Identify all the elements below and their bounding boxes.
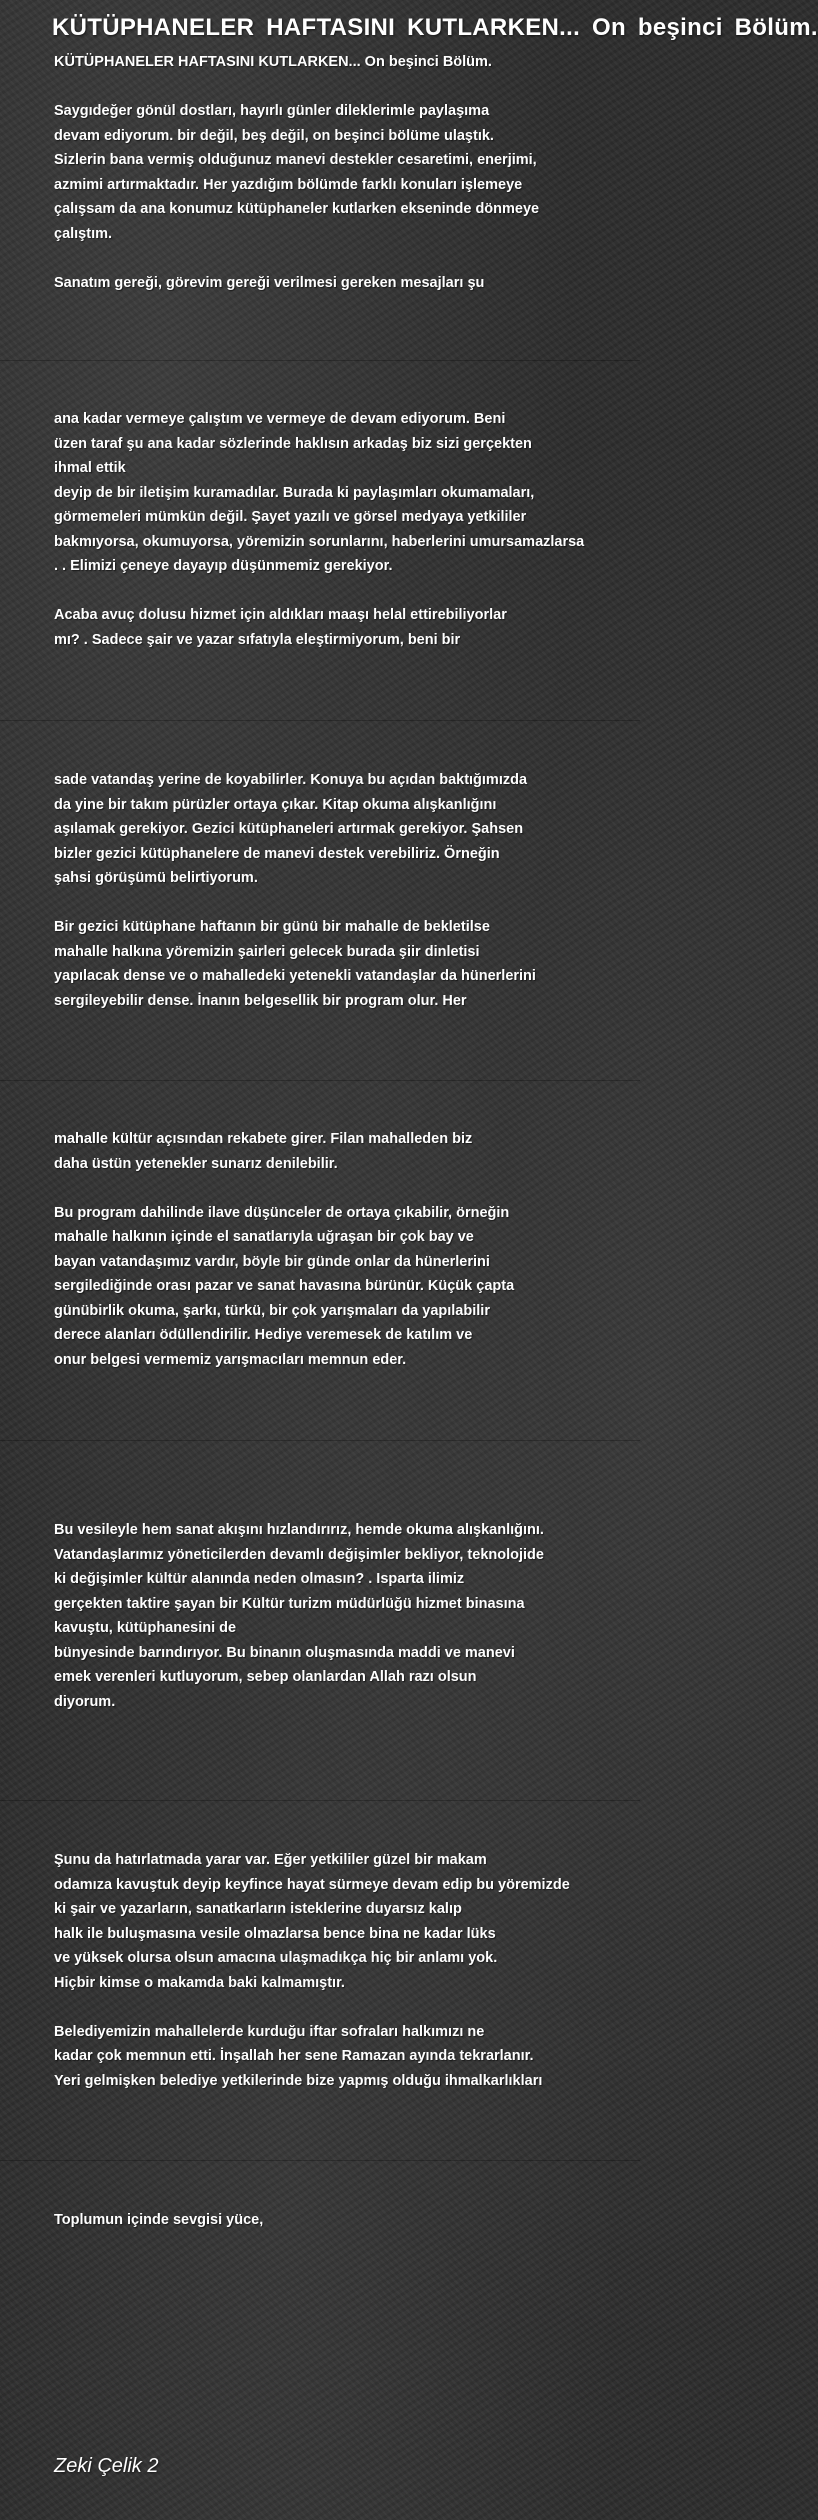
text-line: Saygıdeğer gönül dostları, hayırlı günler dileklerimle paylaşıma bbox=[54, 103, 490, 119]
text-line: mahalle kültür açısından rekabete girer. Filan mahalleden biz bbox=[54, 1131, 473, 1147]
text-line: Bir gezici kütüphane haftanın bir günü bir mahalle de bekletilse bbox=[54, 919, 490, 935]
section-divider bbox=[0, 2160, 640, 2161]
text-line: ihmal ettik bbox=[54, 460, 126, 476]
text-line: şahsi görüşümü belirtiyorum. bbox=[54, 870, 258, 886]
text-line: günübirlik okuma, şarkı, türkü, bir çok yarışmaları da yapılabilir bbox=[54, 1302, 490, 1319]
blank-line bbox=[54, 246, 640, 271]
text-line: Bu program dahilinde ilave düşünceler de ortaya çıkabilir, örneğin bbox=[54, 1204, 510, 1221]
text-line: azmimi artırmaktadır. Her yazdığım bölümde farklı konuları işlemeye bbox=[54, 176, 523, 193]
section-divider bbox=[0, 360, 640, 361]
text-line: Bu vesileyle hem sanat akışını hızlandırırız, hemde okuma alışkanlığını. bbox=[54, 1522, 544, 1538]
text-block-4 bbox=[54, 1127, 640, 1372]
text-line: görmemeleri mümkün değil. Şayet yazılı ve görsel medyaya yetkililer bbox=[54, 509, 527, 525]
text-line: bakmıyorsa, okumuyorsa, yöremizin sorunlarını, haberlerini umursamazlarsa bbox=[54, 533, 585, 550]
section-divider bbox=[0, 1800, 640, 1801]
text-line: çalışsam da ana konumuz kütüphaneler kutlarken ekseninde dönmeye bbox=[54, 201, 540, 217]
text-line: çalıştım. bbox=[54, 225, 113, 242]
page-title: KÜTÜPHANELER HAFTASINI KUTLARKEN... On beşinci Bölüm. bbox=[52, 14, 818, 41]
text-line: üzen taraf şu ana kadar sözlerinde haklısın arkadaş biz sizi gerçekten bbox=[54, 435, 532, 452]
section-divider bbox=[0, 720, 640, 721]
text-line: sergileyebilir dense. İnanın belgesellik bir program olur. Her bbox=[54, 992, 467, 1009]
text-line: Toplumun içinde sevgisi yüce, bbox=[54, 2212, 264, 2228]
blank-line bbox=[54, 891, 640, 916]
text-line: Şunu da hatırlatmada yarar var. Eğer yetkililer güzel bir makam bbox=[54, 1852, 487, 1868]
text-line: ki şair ve yazarların, sanatkarların isteklerine duyarsız kalıp bbox=[54, 1901, 462, 1917]
text-line: Sanatım gereği, görevim gereği verilmesi gereken mesajları şu bbox=[54, 274, 485, 291]
text-line: yapılacak dense ve o mahalledeki yetenekli vatandaşlar da hünerlerini bbox=[54, 968, 536, 984]
text-line: Yeri gelmişken belediye yetkilerinde bize yapmış olduğu ihmalkarlıkları bbox=[54, 2072, 543, 2089]
text-line: devam ediyorum. bir değil, beş değil, on beşinci bölüme ulaştık. bbox=[54, 127, 494, 144]
section-divider bbox=[0, 1440, 640, 1441]
text-line: Sizlerin bana vermiş olduğunuz manevi destekler cesaretimi, enerjimi, bbox=[54, 152, 537, 168]
text-line: bünyesinde barındırıyor. Bu binanın oluşmasında maddi ve manevi bbox=[54, 1644, 515, 1661]
blank-line bbox=[54, 579, 640, 604]
text-line: ve yüksek olursa olsun amacına ulaşmadıkça hiç bir anlamı yok. bbox=[54, 1950, 498, 1966]
text-line: bizler gezici kütüphanelere de manevi destek verebiliriz. Örneğin bbox=[54, 845, 500, 862]
text-block-5 bbox=[54, 1518, 640, 1714]
author-signature: Zeki Çelik 2 bbox=[54, 2455, 159, 2477]
text-line: da yine bir takım pürüzler ortaya çıkar. Kitap okuma alışkanlığını bbox=[54, 796, 497, 813]
text-line: halk ile buluşmasına vesile olmazlarsa bence bina ne kadar lüks bbox=[54, 1925, 496, 1942]
text-line: KÜTÜPHANELER HAFTASINI KUTLARKEN... On beşinci Bölüm. bbox=[54, 54, 492, 70]
text-line: onur belgesi vermemiz yarışmacıları memnun eder. bbox=[54, 1351, 407, 1368]
text-line: aşılamak gerekiyor. Gezici kütüphaneleri artırmak gerekiyor. Şahsen bbox=[54, 821, 524, 837]
blank-line bbox=[54, 1176, 640, 1201]
text-line: mahalle halkının içinde el sanatlarıyla uğraşan bir çok bay ve bbox=[54, 1229, 474, 1245]
text-block-2 bbox=[54, 407, 640, 652]
text-line: sade vatandaş yerine de koyabilirler. Konuya bu açıdan baktığımızda bbox=[54, 772, 528, 788]
text-line: gerçekten taktire şayan bir Kültür turizm müdürlüğü hizmet binasına bbox=[54, 1595, 525, 1612]
text-block-6 bbox=[54, 1848, 640, 2093]
text-line: diyorum. bbox=[54, 1693, 116, 1710]
text-block-1 bbox=[54, 50, 640, 295]
text-line: emek verenleri kutluyorum, sebep olanlardan Allah razı olsun bbox=[54, 1669, 477, 1685]
text-line: deyip de bir iletişim kuramadılar. Burada ki paylaşımları okumamaları, bbox=[54, 484, 535, 501]
text-line: Acaba avuç dolusu hizmet için aldıkları maaşı helal ettirebiliyorlar bbox=[54, 607, 507, 623]
text-line: ki değişimler kültür alanında neden olmasın? . Isparta ilimiz bbox=[54, 1571, 465, 1587]
text-line: . . Elimizi çeneye dayayıp düşünmemiz gerekiyor. bbox=[54, 558, 393, 574]
text-block-7 bbox=[54, 2208, 640, 2233]
text-line: Vatandaşlarımız yöneticilerden devamlı değişimler bekliyor, teknolojide bbox=[54, 1546, 544, 1563]
text-line: Hiçbir kimse o makamda baki kalmamıştır. bbox=[54, 1974, 345, 1991]
text-line: derece alanları ödüllendirilir. Hediye veremesek de katılım ve bbox=[54, 1327, 473, 1343]
text-line: Belediyemizin mahallelerde kurduğu iftar sofraları halkımızı ne bbox=[54, 2023, 485, 2040]
text-line: ana kadar vermeye çalıştım ve vermeye de devam ediyorum. Beni bbox=[54, 411, 506, 427]
text-line: kavuştu, kütüphanesini de bbox=[54, 1620, 237, 1636]
blank-line bbox=[54, 75, 640, 100]
blank-line bbox=[54, 1995, 640, 2020]
text-block-3 bbox=[54, 768, 640, 1013]
text-line: kadar çok memnun etti. İnşallah her sene Ramazan ayında tekrarlanır. bbox=[54, 2048, 534, 2064]
text-line: bayan vatandaşımız vardır, böyle bir günde onlar da hünerlerini bbox=[54, 1253, 490, 1270]
text-line: sergilediğinde orası pazar ve sanat havasına bürünür. Küçük çapta bbox=[54, 1278, 515, 1294]
text-line: mahalle halkına yöremizin şairleri gelecek burada şiir dinletisi bbox=[54, 943, 480, 960]
text-line: mı? . Sadece şair ve yazar sıfatıyla eleştirmiyorum, beni bir bbox=[54, 631, 461, 648]
text-line: daha üstün yetenekler sunarız denilebilir. bbox=[54, 1155, 338, 1172]
section-divider bbox=[0, 1080, 640, 1081]
text-line: odamıza kavuştuk deyip keyfince hayat sürmeye devam edip bu yöremizde bbox=[54, 1876, 570, 1893]
